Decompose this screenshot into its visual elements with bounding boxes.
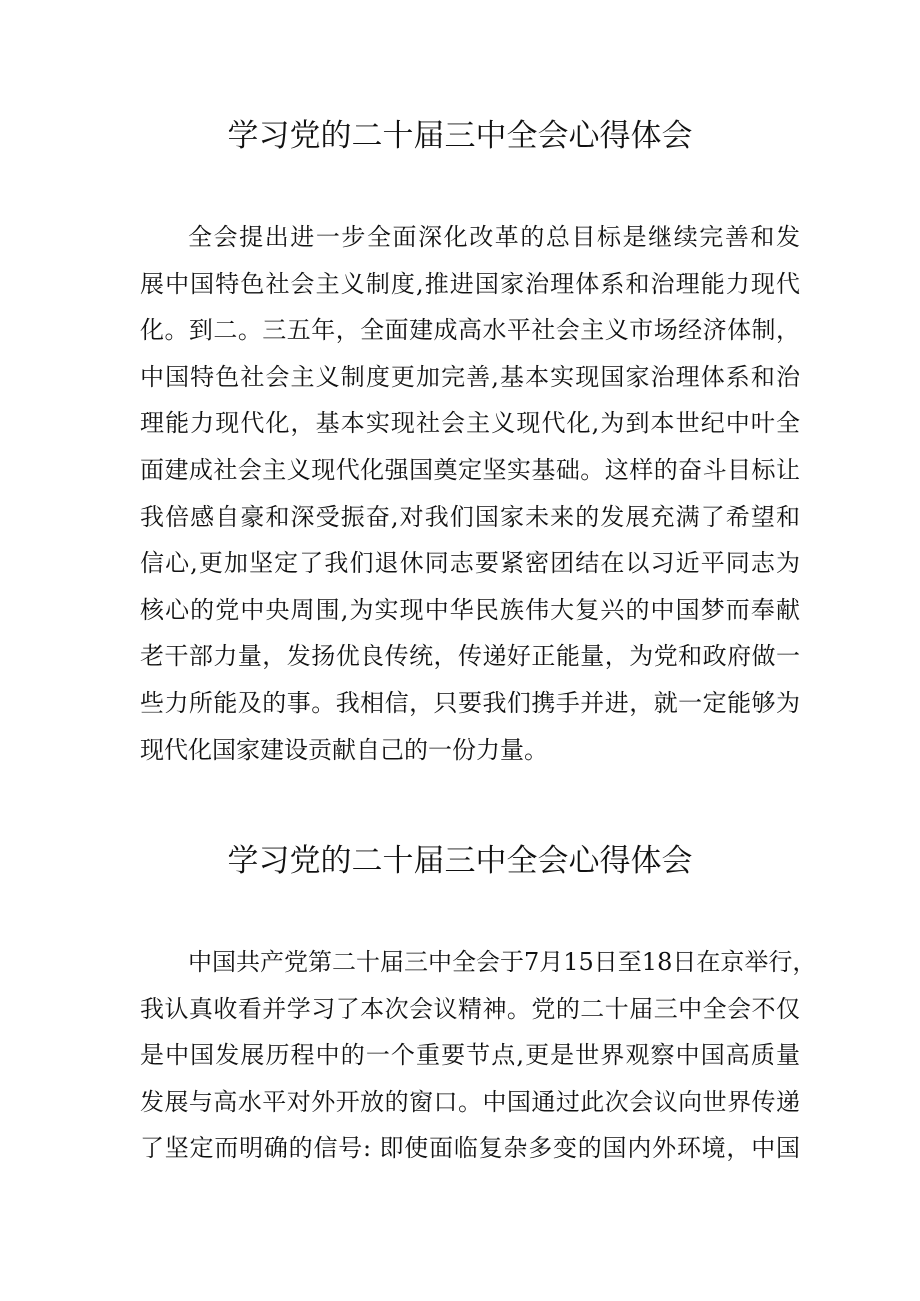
section-1-line: 中国特色社会主义制度更加完善,基本实现国家治理体系和治 <box>140 362 800 391</box>
section-2-line: 我认真收看并学习了本次会议精神。党的二十届三中全会不仅 <box>140 994 800 1023</box>
section-1-line: 面建成社会主义现代化强国奠定坚实基础。这样的奋斗目标让 <box>140 455 800 484</box>
section-1-line: 我倍感自豪和深受振奋,对我们国家未来的发展充满了希望和 <box>140 502 800 531</box>
section-1-line: 些力所能及的事。我相信，只要我们携手并进，就一定能够为 <box>140 688 800 717</box>
section-2-line: 是中国发展历程中的一个重要节点,更是世界观察中国高质量 <box>140 1041 800 1070</box>
section-2-line: 中国共产党第二十届三中全会于7月15日至18日在京举行， <box>188 948 817 976</box>
section-1-line: 现代化国家建设贡献自己的一份力量。 <box>140 735 548 764</box>
section-1-line: 老干部力量，发扬优良传统，传递好正能量，为党和政府做一 <box>140 642 800 671</box>
section-1-line: 核心的党中央周围,为实现中华民族伟大复兴的中国梦而奉献 <box>140 595 800 624</box>
section-2-title: 学习党的二十届三中全会心得体会 <box>227 843 693 879</box>
section-1-line: 理能力现代化，基本实现社会主义现代化,为到本世纪中叶全 <box>140 409 800 438</box>
section-1-line: 展中国特色社会主义制度,推进国家治理体系和治理能力现代 <box>140 269 800 298</box>
section-1-line: 全会提出进一步全面深化改革的总目标是继续完善和发 <box>188 223 800 251</box>
section-1-line: 化。到二。三五年，全面建成高水平社会主义市场经济体制， <box>140 316 800 345</box>
section-2-body <box>140 939 817 1172</box>
section-1-title: 学习党的二十届三中全会心得体会 <box>227 118 693 154</box>
section-2-line: 了坚定而明确的信号: 即使面临复杂多变的国内外环境，中国 <box>140 1134 800 1163</box>
section-1-line: 信心,更加坚定了我们退休同志要紧密团结在以习近平同志为 <box>140 549 800 578</box>
section-2-line: 发展与高水平对外开放的窗口。中国通过此次会议向世界传递 <box>140 1087 800 1116</box>
section-1-body <box>140 214 800 773</box>
